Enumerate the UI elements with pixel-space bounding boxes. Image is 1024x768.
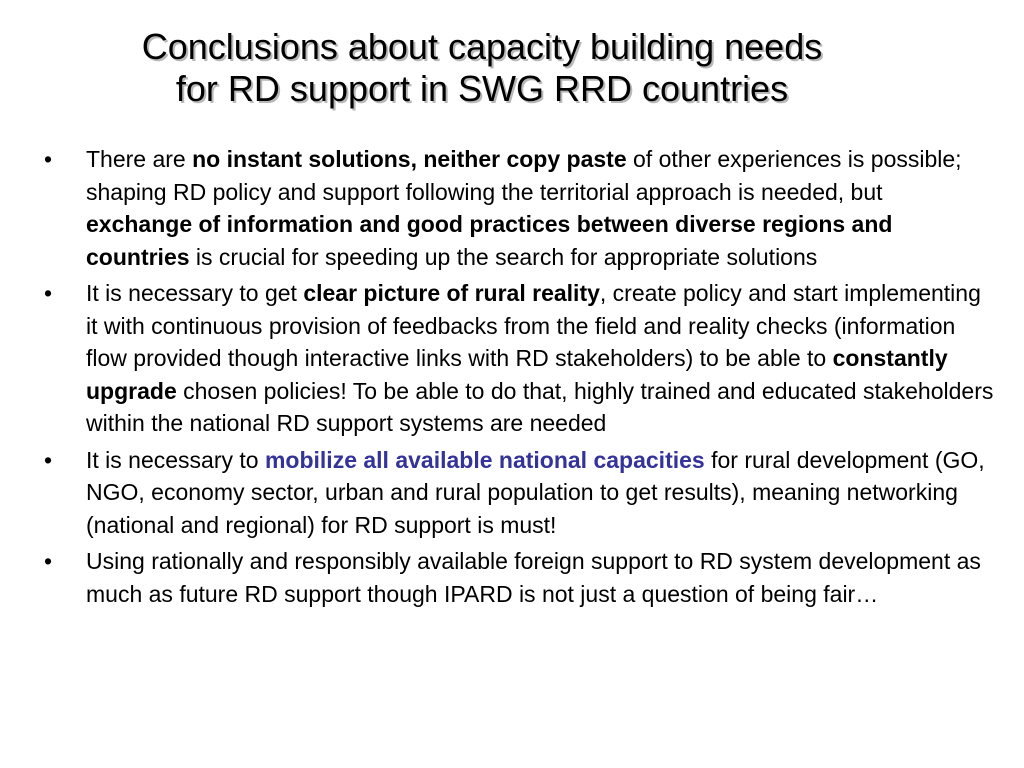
slide-title-line-1: Conclusions about capacity building needs bbox=[141, 26, 823, 67]
bullet-list bbox=[44, 143, 994, 614]
bullet-dot-icon: • bbox=[44, 280, 53, 306]
bullet-text: Using rationally and responsibly available foreign support to RD system development as much as future RD support though IPARD is not just a question of being fair… bbox=[86, 548, 981, 607]
bullet-text: chosen policies! To be able to do that, highly trained and educated stakeholders within the national RD support systems are needed bbox=[86, 377, 994, 436]
slide-title-line-2: for RD support in SWG RRD countries bbox=[175, 68, 789, 109]
bullet-text: for rural development (GO, NGO, economy sector, urban and rural population to get results), meaning networking (national and regional) for RD support is must! bbox=[86, 446, 985, 538]
bullet-emphasis: no instant solutions, neither copy paste bbox=[192, 146, 627, 172]
bullet-text: of other experiences is possible; shaping RD policy and support following the territorial approach is needed, but bbox=[86, 146, 962, 205]
bullet-text: There are bbox=[86, 146, 193, 172]
bullet-item bbox=[44, 545, 994, 610]
bullet-text: is crucial for speeding up the search for appropriate solutions bbox=[189, 243, 818, 270]
bullet-text: , create policy and start implementing it with continuous provision of feedbacks from the field and reality checks (information flow provided though interactive links with RD stakeholders) to be able to bbox=[86, 280, 981, 371]
bullet-item bbox=[44, 143, 994, 273]
bullet-text: It is necessary to get bbox=[86, 280, 304, 306]
bullet-item bbox=[44, 277, 994, 440]
bullet-item bbox=[44, 444, 994, 542]
bullet-emphasis: exchange of information and good practices between diverse regions and countries bbox=[86, 211, 893, 270]
bullet-text: It is necessary to bbox=[86, 446, 265, 473]
bullet-emphasis: clear picture of rural reality bbox=[303, 280, 600, 306]
bullet-emphasis: constantly upgrade bbox=[86, 345, 948, 404]
bullet-dot-icon: • bbox=[44, 146, 53, 172]
slide-title bbox=[40, 26, 924, 110]
bullet-highlight: mobilize all available national capacities bbox=[264, 446, 705, 473]
bullet-dot-icon: • bbox=[44, 548, 53, 574]
bullet-dot-icon: • bbox=[44, 446, 53, 473]
